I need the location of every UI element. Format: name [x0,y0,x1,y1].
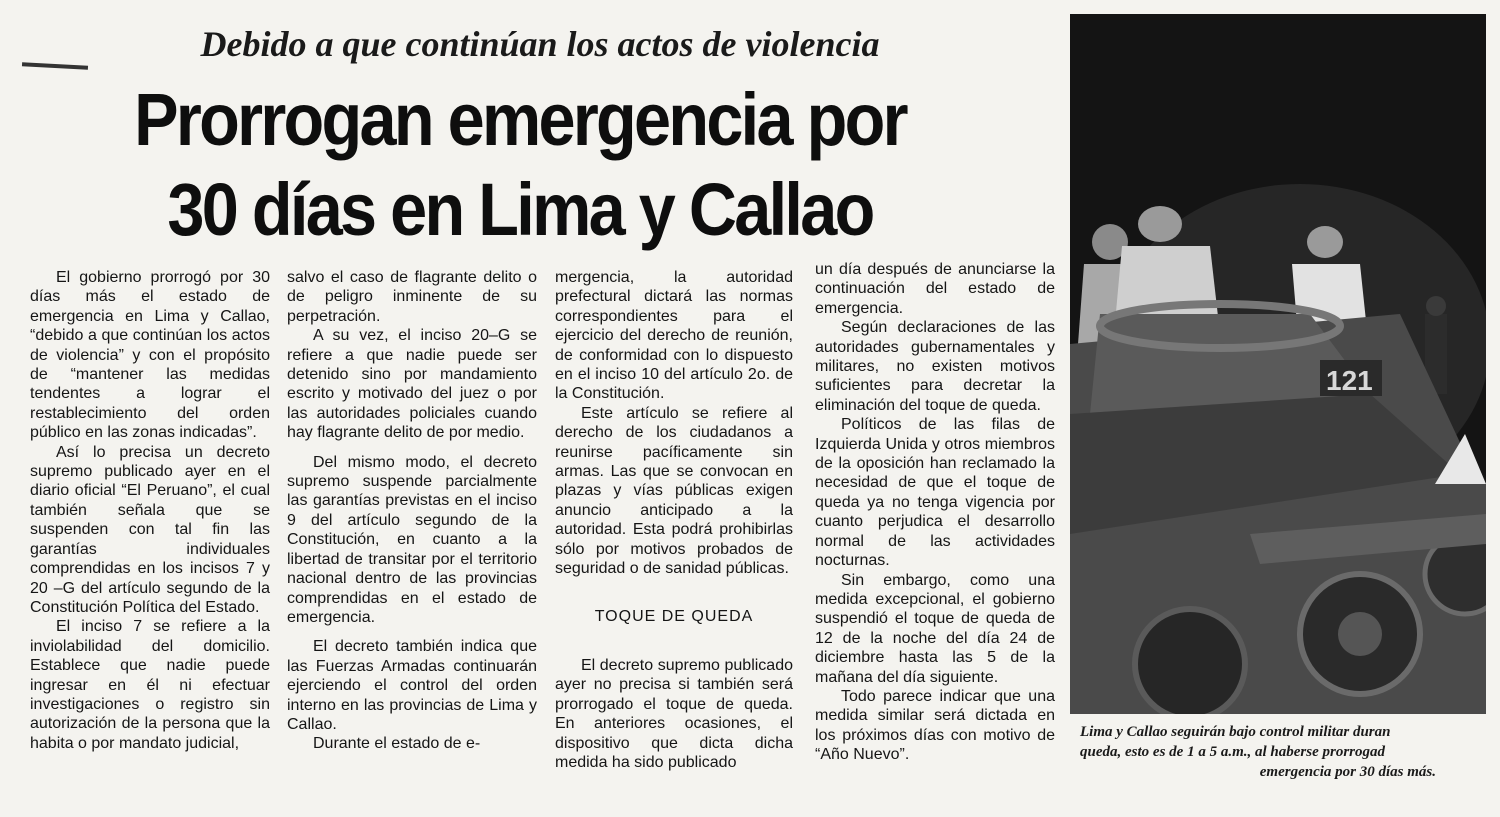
paragraph: El inciso 7 se refiere a la inviolabilidad del domicilio. Establece que nadie puede ingresar en él ni efectuar investigaciones o registro sin autorización de la persona que la habita o por mandato judicial, [30,618,270,752]
article-kicker: Debido a que continúan los actos de violencia [200,24,880,64]
paragraph: Este artículo se refiere al derecho de los ciudadanos a reunirse pacíficamente sin armas. Las que se convocan en plazas y vías públicas exigen anuncio anticipado a la autoridad. Esta podrá prohibirlas sólo por motivos probados de seguridad o de sanidad públicas. [555,404,793,578]
photo-caption [1080,722,1490,782]
paragraph: un día después de anunciarse la continuación del estado de emergencia. [815,261,1055,317]
paragraph: El decreto supremo publicado ayer no precisa si también será prorrogado el toque de queda. En anteriores ocasiones, el dispositivo que dicta dicha medida ha sido publicado [555,656,793,771]
news-photo [1070,14,1486,714]
paragraph: Todo parece indicar que una medida similar será dictada en los próximos días con motivo de “Año Nuevo”. [815,687,1055,764]
section-subhead: TOQUE DE QUEDA [594,607,754,625]
text-column-1 [30,268,270,808]
decorative-dash [22,62,88,69]
paragraph: salvo el caso de flagrante delito o de peligro inminente de su perpetración. [287,269,537,325]
article-headline [88,75,952,255]
headline-line-2: 30 días en Lima y Callao [167,168,873,251]
vehicle-number: 121 [1326,365,1373,396]
headline-line-1: Prorrogan emergencia por [134,78,906,161]
paragraph: A su vez, el inciso 20–G se refiere a que nadie puede ser detenido sino por mandamiento escrito y motivado del juez o por las autoridades policiales cuando hay flagrante delito de por medio. [287,327,537,442]
text-column-4 [815,260,1055,800]
paragraph: El decreto también indica que las Fuerzas Armadas continuarán ejerciendo el control del orden interno en las provincias de Lima y Callao. [287,638,537,733]
caption-line: emergencia por 30 días más. [1259,764,1436,780]
paragraph: Políticos de las filas de Izquierda Unida y otros miembros de la oposición han reclamado la necesidad de que el toque de queda ya no tenga vigencia por cuanto perjudica el desarrollo normal de las actividades nocturnas. [815,416,1055,570]
military-vehicle-photo [1070,14,1486,714]
paragraph: Sin embargo, como una medida excepcional, el gobierno suspendió el toque de queda de 12 de la noche del día 24 de diciembre hasta las 5 de la mañana del día siguiente. [815,571,1055,686]
text-column-3 [555,268,793,808]
paragraph: mergencia, la autoridad prefectural dictará las normas correspondientes para el ejercicio del derecho de reunión, de conformidad con lo dispuesto en el inciso 10 del artículo 2o. de la Constitución. [555,269,793,403]
paragraph: Durante el estado de e- [313,735,481,753]
paragraph: Así lo precisa un decreto supremo publicado ayer en el diario oficial “El Peruano”, el cual también señala que se suspenden con tal fin las garantías individuales comprendidas en los incisos 7 y 20 –G del artículo segundo de la Constitución Política del Estado. [30,443,270,616]
paragraph: El gobierno prorrogó por 30 días más el estado de emergencia en Lima y Callao, “debido a que continúan los actos de violencia” y con el propósito de “mantener las medidas tendentes a lograr el restablecimiento del orden público en las zonas indicadas”. [30,269,270,442]
paragraph: Del mismo modo, el decreto supremo suspende parcialmente las garantías previstas en el inciso 9 del artículo segundo de la Constitución, en cuanto a la libertad de transitar por el territorio nacional dentro de las provincias comprendidas en el estado de emergencia. [287,453,537,626]
caption-line: Lima y Callao seguirán bajo control militar duran [1080,724,1391,740]
paragraph: Según declaraciones de las autoridades gubernamentales y militares, no existen motivos suficientes para decretar la eliminación del toque de queda. [815,319,1055,414]
text-column-2 [287,268,537,808]
caption-line: queda, esto es de 1 a 5 a.m., al haberse prorrogad [1080,744,1385,760]
